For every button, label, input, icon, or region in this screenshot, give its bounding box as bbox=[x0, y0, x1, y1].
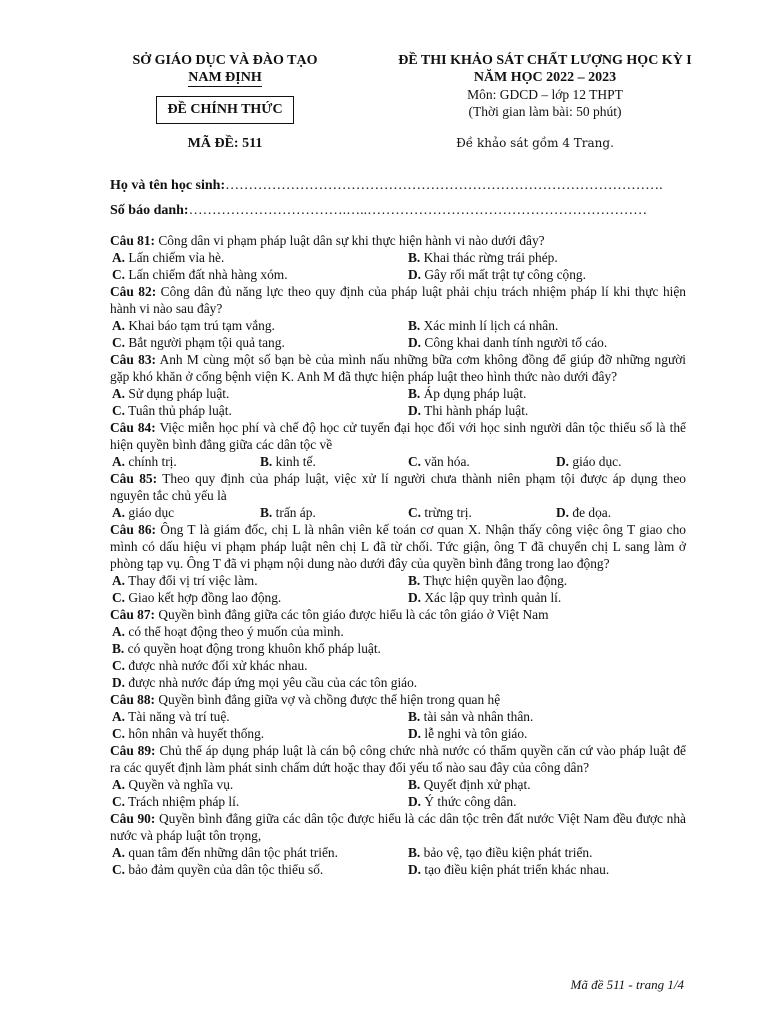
student-name-label: Họ và tên học sinh: bbox=[110, 178, 226, 193]
option-letter: C. bbox=[408, 454, 422, 469]
option-text: chính trị. bbox=[128, 454, 177, 469]
option-letter: B. bbox=[408, 318, 421, 333]
answer-options bbox=[110, 844, 686, 878]
answer-option bbox=[112, 844, 408, 861]
option-text: hôn nhân và huyết thống. bbox=[128, 726, 265, 741]
answer-options bbox=[110, 385, 686, 419]
answer-option bbox=[408, 504, 556, 521]
answer-option bbox=[408, 861, 688, 878]
option-letter: C. bbox=[112, 267, 126, 282]
question-stem bbox=[110, 283, 686, 317]
question-number: Câu 82: bbox=[110, 284, 157, 299]
question-number: Câu 81: bbox=[110, 233, 156, 248]
question-number: Câu 83: bbox=[110, 352, 156, 367]
question-block bbox=[110, 419, 686, 470]
option-text: Sử dụng pháp luật. bbox=[128, 386, 230, 401]
answer-option bbox=[112, 266, 408, 283]
student-name-dots: …………………………………………………………………………………. bbox=[225, 178, 663, 193]
answer-option bbox=[408, 776, 688, 793]
option-text: Lấn chiếm đất nhà hàng xóm. bbox=[128, 267, 288, 282]
question-number: Câu 85: bbox=[110, 471, 158, 486]
option-letter: B. bbox=[408, 709, 421, 724]
answer-option bbox=[112, 793, 408, 810]
question-text: Quyền bình đẳng giữa các dân tộc được hiểu là các dân tộc trên đất nước Việt Nam đều được nhà nước và pháp luật tôn trọng, bbox=[110, 811, 686, 843]
option-letter: B. bbox=[408, 777, 421, 792]
student-id-dots: …………………………….…..…………………………………………………… bbox=[188, 203, 648, 218]
question-stem bbox=[110, 521, 686, 572]
option-text: Trách nhiệm pháp lí. bbox=[128, 794, 240, 809]
answer-option bbox=[112, 640, 686, 657]
question-stem bbox=[110, 351, 686, 385]
answer-option bbox=[408, 793, 688, 810]
question-block bbox=[110, 742, 686, 810]
answer-option bbox=[112, 317, 408, 334]
question-number: Câu 86: bbox=[110, 522, 156, 537]
option-letter: A. bbox=[112, 777, 126, 792]
question-block bbox=[110, 810, 686, 878]
question-stem bbox=[110, 419, 686, 453]
answer-option bbox=[112, 402, 408, 419]
exam-title-line-2: NĂM HỌC 2022 – 2023 bbox=[473, 70, 617, 85]
exam-subject: Môn: GDCD – lớp 12 THPT bbox=[467, 87, 623, 102]
answer-options bbox=[110, 623, 686, 691]
option-letter: B. bbox=[408, 386, 421, 401]
answer-option bbox=[112, 385, 408, 402]
pages-note: Đề khảo sát gồm 4 Trang. bbox=[456, 136, 614, 150]
option-text: tài sản và nhân thân. bbox=[423, 709, 534, 724]
department-line-2: NAM ĐỊNH bbox=[188, 70, 262, 85]
option-text: lễ nghi và tôn giáo. bbox=[424, 726, 528, 741]
answer-option bbox=[112, 708, 408, 725]
answer-option bbox=[112, 453, 260, 470]
option-text: Tuân thủ pháp luật. bbox=[128, 403, 232, 418]
answer-option bbox=[408, 317, 688, 334]
answer-option bbox=[112, 657, 686, 674]
option-text: được nhà nước đáp ứng mọi yêu cầu của các tôn giáo. bbox=[128, 675, 418, 690]
option-letter: A. bbox=[112, 250, 126, 265]
answer-option bbox=[260, 453, 408, 470]
answer-option bbox=[112, 249, 408, 266]
answer-option bbox=[408, 589, 688, 606]
option-text: Bắt người phạm tội quả tang. bbox=[128, 335, 285, 350]
option-letter: A. bbox=[112, 573, 126, 588]
option-text: Giao kết hợp đồng lao động. bbox=[128, 590, 282, 605]
question-block bbox=[110, 691, 686, 742]
option-text: có thể hoạt động theo ý muốn của mình. bbox=[128, 624, 344, 639]
option-text: Khai thác rừng trái phép. bbox=[423, 250, 558, 265]
option-letter: C. bbox=[112, 794, 126, 809]
option-text: giáo dục. bbox=[572, 454, 622, 469]
answer-option bbox=[408, 572, 688, 589]
question-number: Câu 89: bbox=[110, 743, 156, 758]
option-text: trấn áp. bbox=[275, 505, 316, 520]
option-text: Ý thức công dân. bbox=[424, 794, 517, 809]
page-footer: Mã đề 511 - trang 1/4 bbox=[570, 977, 684, 992]
question-block bbox=[110, 521, 686, 606]
option-letter: C. bbox=[408, 505, 422, 520]
question-number: Câu 90: bbox=[110, 811, 156, 826]
answer-options bbox=[110, 572, 686, 606]
answer-option bbox=[408, 708, 688, 725]
answer-option bbox=[408, 844, 688, 861]
option-letter: C. bbox=[112, 590, 126, 605]
exam-code: MÃ ĐỀ: 511 bbox=[187, 136, 263, 151]
option-letter: C. bbox=[112, 335, 126, 350]
answer-option bbox=[408, 385, 688, 402]
answer-option bbox=[112, 334, 408, 351]
question-number: Câu 87: bbox=[110, 607, 156, 622]
answer-option bbox=[556, 504, 688, 521]
question-stem bbox=[110, 742, 686, 776]
answer-option bbox=[556, 453, 688, 470]
option-text: văn hóa. bbox=[424, 454, 470, 469]
option-text: Xác minh lí lịch cá nhân. bbox=[423, 318, 559, 333]
option-letter: D. bbox=[408, 403, 422, 418]
option-letter: A. bbox=[112, 624, 126, 639]
option-text: Thực hiện quyền lao động. bbox=[423, 573, 568, 588]
student-id-field bbox=[110, 203, 647, 219]
option-letter: B. bbox=[112, 641, 125, 656]
option-letter: A. bbox=[112, 709, 126, 724]
option-letter: B. bbox=[408, 250, 421, 265]
option-text: quan tâm đến những dân tộc phát triển. bbox=[128, 845, 338, 860]
option-letter: C. bbox=[112, 862, 126, 877]
question-stem bbox=[110, 232, 686, 249]
option-text: kinh tế. bbox=[275, 454, 316, 469]
answer-option bbox=[408, 334, 688, 351]
option-letter: A. bbox=[112, 454, 126, 469]
option-letter: D. bbox=[408, 267, 422, 282]
option-text: tạo điều kiện phát triển khác nhau. bbox=[424, 862, 610, 877]
question-stem bbox=[110, 470, 686, 504]
question-text: Theo quy định của pháp luật, việc xử lí người chưa thành niên phạm tội được áp dụng theo nguyên tắc chủ yếu là bbox=[110, 471, 686, 503]
exam-title-block bbox=[370, 52, 720, 120]
answer-option bbox=[112, 725, 408, 742]
question-text: Việc miễn học phí và chế độ học cử tuyển đại học đối với học sinh người dân tộc thiểu số là thể hiện quyền bình đẳng giữa các dân tộc về bbox=[110, 420, 686, 452]
question-text: Chủ thể áp dụng pháp luật là cán bộ công chức nhà nước có thẩm quyền căn cứ vào pháp luật để ra các quyết định làm phát sinh chấm dứt hoặc thay đổi yếu tố nào sau đây của công dân? bbox=[110, 743, 686, 775]
option-text: trừng trị. bbox=[424, 505, 472, 520]
option-letter: B. bbox=[408, 845, 421, 860]
option-letter: D. bbox=[408, 862, 422, 877]
option-text: Xác lập quy trình quản lí. bbox=[424, 590, 562, 605]
option-text: Tài năng và trí tuệ. bbox=[128, 709, 230, 724]
question-block bbox=[110, 351, 686, 419]
option-letter: D. bbox=[408, 335, 422, 350]
question-text: Công dân vi phạm pháp luật dân sự khi thực hiện hành vi nào dưới đây? bbox=[158, 233, 545, 248]
official-exam-box: ĐỀ CHÍNH THỨC bbox=[156, 96, 294, 124]
option-letter: D. bbox=[408, 794, 422, 809]
option-text: giáo dục bbox=[128, 505, 175, 520]
option-text: Gây rối mất trật tự công cộng. bbox=[424, 267, 586, 282]
answer-options bbox=[110, 776, 686, 810]
department-line-1: SỞ GIÁO DỤC VÀ ĐÀO TẠO bbox=[132, 53, 318, 68]
option-text: có quyền hoạt động trong khuôn khổ pháp luật. bbox=[127, 641, 381, 656]
question-stem bbox=[110, 606, 686, 623]
answer-options bbox=[110, 708, 686, 742]
option-text: bảo vệ, tạo điều kiện phát triển. bbox=[423, 845, 593, 860]
option-text: đe dọa. bbox=[572, 505, 612, 520]
answer-option bbox=[408, 453, 556, 470]
option-letter: A. bbox=[112, 318, 126, 333]
option-text: Thi hành pháp luật. bbox=[424, 403, 529, 418]
exam-title-line-1: ĐỀ THI KHẢO SÁT CHẤT LƯỢNG HỌC KỲ I bbox=[398, 53, 692, 68]
question-text: Ông T là giám đốc, chị L là nhân viên kế toán cơ quan X. Nhận thấy công việc ông T giao cho mình có dấu hiệu vi phạm pháp luật nên chị L đã từ chối. Tức giận, ông T đã chuyển chị L sang làm ở phòng tạp vụ. Ông T đã vi phạm nội dung nào dưới đây của quyền bình đẳng trong lao động? bbox=[110, 522, 686, 571]
option-text: Thay đổi vị trí việc làm. bbox=[128, 573, 258, 588]
answer-option bbox=[260, 504, 408, 521]
student-id-label: Số báo danh: bbox=[110, 203, 189, 218]
answer-option bbox=[408, 249, 688, 266]
question-block bbox=[110, 232, 686, 283]
option-text: Quyết định xử phạt. bbox=[423, 777, 531, 792]
question-block bbox=[110, 606, 686, 691]
question-block bbox=[110, 470, 686, 521]
option-text: Lấn chiếm vỉa hè. bbox=[128, 250, 225, 265]
option-letter: D. bbox=[112, 675, 126, 690]
answer-options bbox=[110, 249, 686, 283]
answer-option bbox=[112, 589, 408, 606]
question-list bbox=[110, 232, 686, 878]
option-letter: D. bbox=[408, 590, 422, 605]
option-letter: C. bbox=[112, 658, 126, 673]
answer-option bbox=[112, 623, 686, 640]
department-header bbox=[110, 52, 340, 87]
option-text: Áp dụng pháp luật. bbox=[423, 386, 527, 401]
answer-options bbox=[110, 453, 686, 470]
question-text: Quyền bình đẳng giữa vợ và chồng được thể hiện trong quan hệ bbox=[158, 692, 501, 707]
answer-option bbox=[408, 266, 688, 283]
option-text: Công khai danh tính người tố cáo. bbox=[424, 335, 608, 350]
option-letter: B. bbox=[408, 573, 421, 588]
option-text: Quyền và nghĩa vụ. bbox=[128, 777, 234, 792]
option-letter: D. bbox=[556, 454, 570, 469]
question-stem bbox=[110, 810, 686, 844]
answer-options bbox=[110, 317, 686, 351]
question-text: Anh M cùng một số bạn bè của mình nấu những bữa cơm không đồng để giúp đỡ những người gặp khó khăn ở cổng bệnh viện K. Anh M đã thực hiện pháp luật theo hình thức nào dưới đây? bbox=[110, 352, 686, 384]
option-letter: A. bbox=[112, 386, 126, 401]
question-block bbox=[110, 283, 686, 351]
answer-option bbox=[112, 776, 408, 793]
option-text: bảo đảm quyền của dân tộc thiểu số. bbox=[128, 862, 324, 877]
option-letter: C. bbox=[112, 403, 126, 418]
answer-option bbox=[112, 674, 686, 691]
question-number: Câu 84: bbox=[110, 420, 156, 435]
option-letter: B. bbox=[260, 505, 273, 520]
option-letter: B. bbox=[260, 454, 273, 469]
option-text: Khai báo tạm trú tạm vắng. bbox=[128, 318, 275, 333]
question-stem bbox=[110, 691, 686, 708]
answer-option bbox=[112, 572, 408, 589]
question-text: Quyền bình đẳng giữa các tôn giáo được hiểu là các tôn giáo ở Việt Nam bbox=[158, 607, 549, 622]
option-letter: A. bbox=[112, 845, 126, 860]
option-letter: A. bbox=[112, 505, 126, 520]
exam-time: (Thời gian làm bài: 50 phút) bbox=[468, 104, 622, 119]
answer-option bbox=[408, 402, 688, 419]
answer-option bbox=[112, 861, 408, 878]
question-text: Công dân đủ năng lực theo quy định của pháp luật phải chịu trách nhiệm pháp lí khi thực hiện hành vi nào sau đây? bbox=[110, 284, 686, 316]
question-number: Câu 88: bbox=[110, 692, 156, 707]
option-letter: D. bbox=[556, 505, 570, 520]
answer-option bbox=[408, 725, 688, 742]
option-letter: C. bbox=[112, 726, 126, 741]
student-name-field bbox=[110, 178, 663, 194]
answer-option bbox=[112, 504, 260, 521]
answer-options bbox=[110, 504, 686, 521]
option-letter: D. bbox=[408, 726, 422, 741]
option-text: được nhà nước đối xử khác nhau. bbox=[128, 658, 308, 673]
